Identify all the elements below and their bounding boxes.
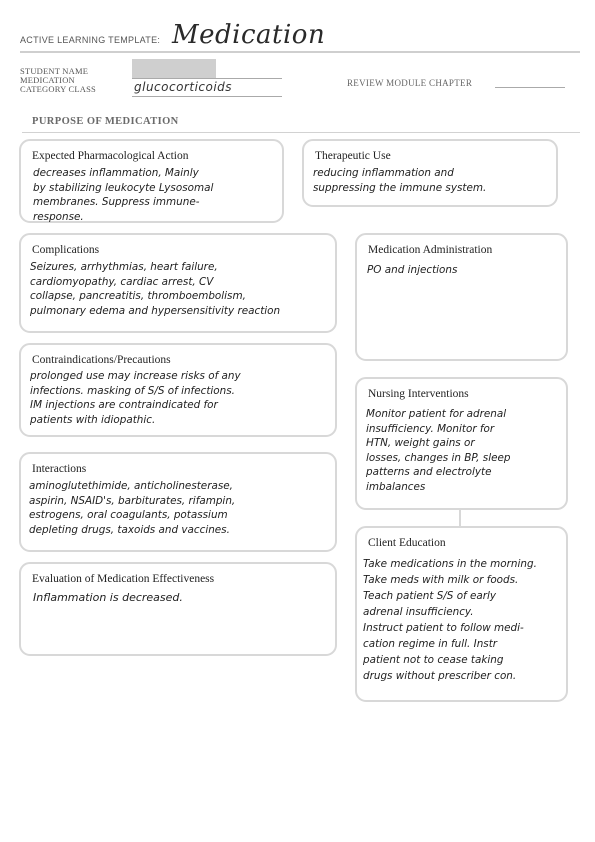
section-divider bbox=[22, 132, 580, 133]
header-divider bbox=[20, 51, 580, 53]
client-education-text: Take medications in the morning. Take meds with milk or foods. Teach patient S/S of early adrenal insufficiency. Instruct patient to follow medi- cation regime in full. Instr patient not to cease taking drugs without prescriber con. bbox=[363, 558, 537, 682]
therapeutic-use-box bbox=[302, 139, 558, 207]
client-education-box bbox=[355, 526, 568, 702]
administration-text: PO and injections bbox=[367, 264, 458, 276]
evaluation-title: Evaluation of Medication Effectiveness bbox=[32, 573, 215, 585]
review-module-chapter-label: REVIEW MODULE CHAPTER bbox=[347, 78, 473, 88]
redacted-student-name bbox=[132, 59, 216, 79]
category-class-label: CATEGORY CLASS bbox=[20, 84, 96, 94]
administration-title: Medication Administration bbox=[368, 244, 493, 256]
evaluation-box bbox=[19, 562, 337, 656]
nursing-interventions-title: Nursing Interventions bbox=[368, 388, 469, 400]
client-education-title: Client Education bbox=[368, 537, 446, 549]
category-class-value: glucocorticoids bbox=[134, 80, 233, 94]
therapeutic-use-text: reducing inflammation and suppressing the immune system. bbox=[313, 167, 487, 194]
student-name-underline bbox=[132, 78, 282, 79]
interactions-title: Interactions bbox=[32, 463, 87, 475]
interactions-box bbox=[19, 452, 337, 552]
expected-action-text: decreases inflammation, Mainly by stabilizing leukocyte Lysosomal membranes. Suppress immune- response. bbox=[33, 167, 214, 223]
evaluation-text: Inflammation is decreased. bbox=[33, 591, 183, 604]
review-module-chapter-underline bbox=[495, 87, 565, 88]
template-label: ACTIVE LEARNING TEMPLATE: bbox=[20, 35, 161, 45]
nursing-interventions-text: Monitor patient for adrenal insufficiency. Monitor for HTN, weight gains or losses, changes in BP, sleep patterns and electrolyte imbalances bbox=[366, 408, 511, 493]
complications-text: Seizures, arrhythmias, heart failure, cardiomyopathy, cardiac arrest, CV collapse, pancreatitis, thromboembolism, pulmonary edema and hypersensitivity reaction bbox=[30, 261, 281, 317]
purpose-heading: PURPOSE OF MEDICATION bbox=[32, 116, 179, 127]
student-name-label: STUDENT NAME bbox=[20, 66, 89, 76]
contraindications-box bbox=[19, 343, 337, 437]
interactions-text: aminoglutethimide, anticholinesterase, aspirin, NSAID's, barbiturates, rifampin, estrogens, oral coagulants, potassium depleting drugs, taxoids and vaccines. bbox=[29, 480, 236, 536]
expected-action-title: Expected Pharmacological Action bbox=[32, 150, 189, 162]
contraindications-title: Contraindications/Precautions bbox=[32, 354, 171, 366]
expected-action-box bbox=[19, 139, 284, 223]
contraindications-text: prolonged use may increase risks of any infections. masking of S/S of infections. IM injections are contraindicated for patients with idiopathic. bbox=[30, 370, 241, 426]
therapeutic-use-title: Therapeutic Use bbox=[315, 150, 391, 162]
nursing-interventions-box bbox=[355, 377, 568, 510]
complications-box bbox=[19, 233, 337, 333]
complications-title: Complications bbox=[32, 244, 100, 256]
administration-box bbox=[355, 233, 568, 361]
page-title: Medication bbox=[172, 20, 326, 50]
medication-label: MEDICATION bbox=[20, 75, 75, 85]
category-class-underline bbox=[132, 96, 282, 97]
